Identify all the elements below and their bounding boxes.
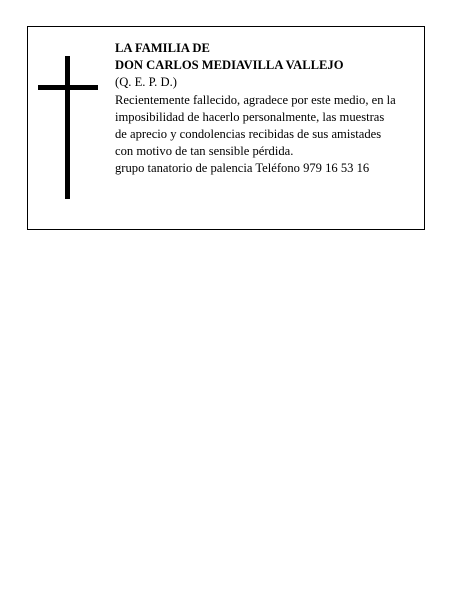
cross-horizontal-bar (38, 85, 98, 90)
cross-icon (38, 56, 98, 199)
body-line-1: Recientemente fallecido, agradece por este medio, en la (115, 92, 396, 107)
body-line-3: de aprecio y condolencias recibidas de sus amistades (115, 127, 382, 142)
body-line-2: imposibilidad de hacerlo personalmente, las muestras (115, 109, 385, 124)
deceased-name: DON CARLOS MEDIAVILLA VALLEJO (115, 58, 344, 73)
notice-text (115, 40, 421, 178)
funeral-home-contact: grupo tanatorio de palencia Teléfono 979 16 53 16 (115, 161, 370, 176)
cross-vertical-bar (65, 56, 70, 199)
body-line-4: con motivo de tan sensible pérdida. (115, 144, 294, 159)
obituary-notice (27, 26, 425, 230)
qepd-label: (Q. E. P. D.) (115, 75, 177, 90)
heading-line-1: LA FAMILIA DE (115, 41, 210, 55)
